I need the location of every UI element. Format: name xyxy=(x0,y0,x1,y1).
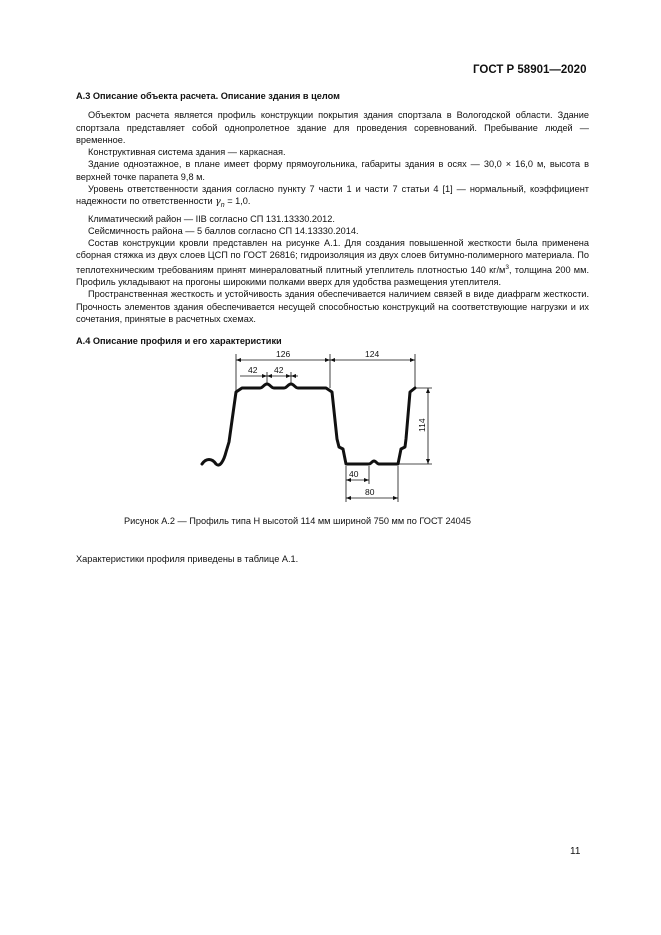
dimension-arrows xyxy=(236,358,430,500)
gamma-subscript: n xyxy=(220,202,225,210)
dim-40: 40 xyxy=(349,469,359,479)
page-number: 11 xyxy=(570,846,581,857)
dim-80: 80 xyxy=(365,487,375,497)
main-text xyxy=(76,88,589,348)
paragraph-roof xyxy=(76,237,589,288)
paragraph-responsibility xyxy=(76,183,589,212)
profile-drawing xyxy=(196,346,446,506)
density-superscript: 3 xyxy=(505,263,510,271)
dim-126: 126 xyxy=(276,349,291,359)
density-tail: , толщина 200 мм. Профиль укладывают на прогоны широкими полками вверх для удобства размещения утеплителя. xyxy=(76,264,589,288)
paragraph: Сейсмичность района — 5 баллов согласно СП 14.13330.2014. xyxy=(88,225,359,236)
profile-outline xyxy=(202,384,415,465)
paragraph: Конструктивная система здания — каркасная. xyxy=(88,147,286,158)
table-reference: Характеристики профиля приведены в таблице А.1. xyxy=(76,554,299,564)
dim-124: 124 xyxy=(365,349,380,359)
roof-text: Состав конструкции кровли представлен на рисунке А.1. Для создания повышенной жесткости была применена сборная стяжка из двух слоев ЦСП по ГОСТ 26816; гидроизоляция из двух слоев битумно-полимерного материала. По теплотехническим требованиям принят минераловатный плитный утеплитель плотностью 140 кг/м xyxy=(76,238,589,275)
gamma-symbol: γ xyxy=(215,196,221,208)
dim-114: 114 xyxy=(417,418,427,432)
dim-42-left: 42 xyxy=(248,365,258,375)
dim-42-right: 42 xyxy=(274,365,284,375)
document-id: ГОСТ Р 58901—2020 xyxy=(473,64,587,76)
gamma-value: = 1,0. xyxy=(224,196,251,207)
paragraph: Климатический район — IIВ согласно СП 131.13330.2012. xyxy=(88,213,335,224)
paragraph: Объектом расчета является профиль конструкции покрытия здания спортзала в Вологодской области. Здание спортзала представляет собой однопролетное здание для проведения соревнований. Пребывание людей — временное. xyxy=(76,110,589,145)
responsibility-text: Уровень ответственности здания согласно пункту 7 части 1 и части 7 статьи 4 [1] — нормальный, коэффициент надежности по ответственности xyxy=(76,184,589,207)
section-a4-title: А.4 Описание профиля и его характеристики xyxy=(76,336,282,347)
section-a3-title: А.3 Описание объекта расчета. Описание здания в целом xyxy=(76,91,340,101)
paragraph: Здание одноэтажное, в плане имеет форму прямоугольника, габариты здания в осях — 30,0 × 16,0 м, высота в верхней точке парапета 9,8 м. xyxy=(76,159,589,182)
figure-caption: Рисунок А.2 — Профиль типа Н высотой 114 мм шириной 750 мм по ГОСТ 24045 xyxy=(124,516,472,526)
paragraph: Пространственная жесткость и устойчивость здания обеспечивается наличием связей в виде диафрагм жесткости. Прочность элементов здания обеспечивается несущей способностью конструкций на соответствующие нагрузки и их сочетания, принятые в расчетных схемах. xyxy=(76,289,589,324)
